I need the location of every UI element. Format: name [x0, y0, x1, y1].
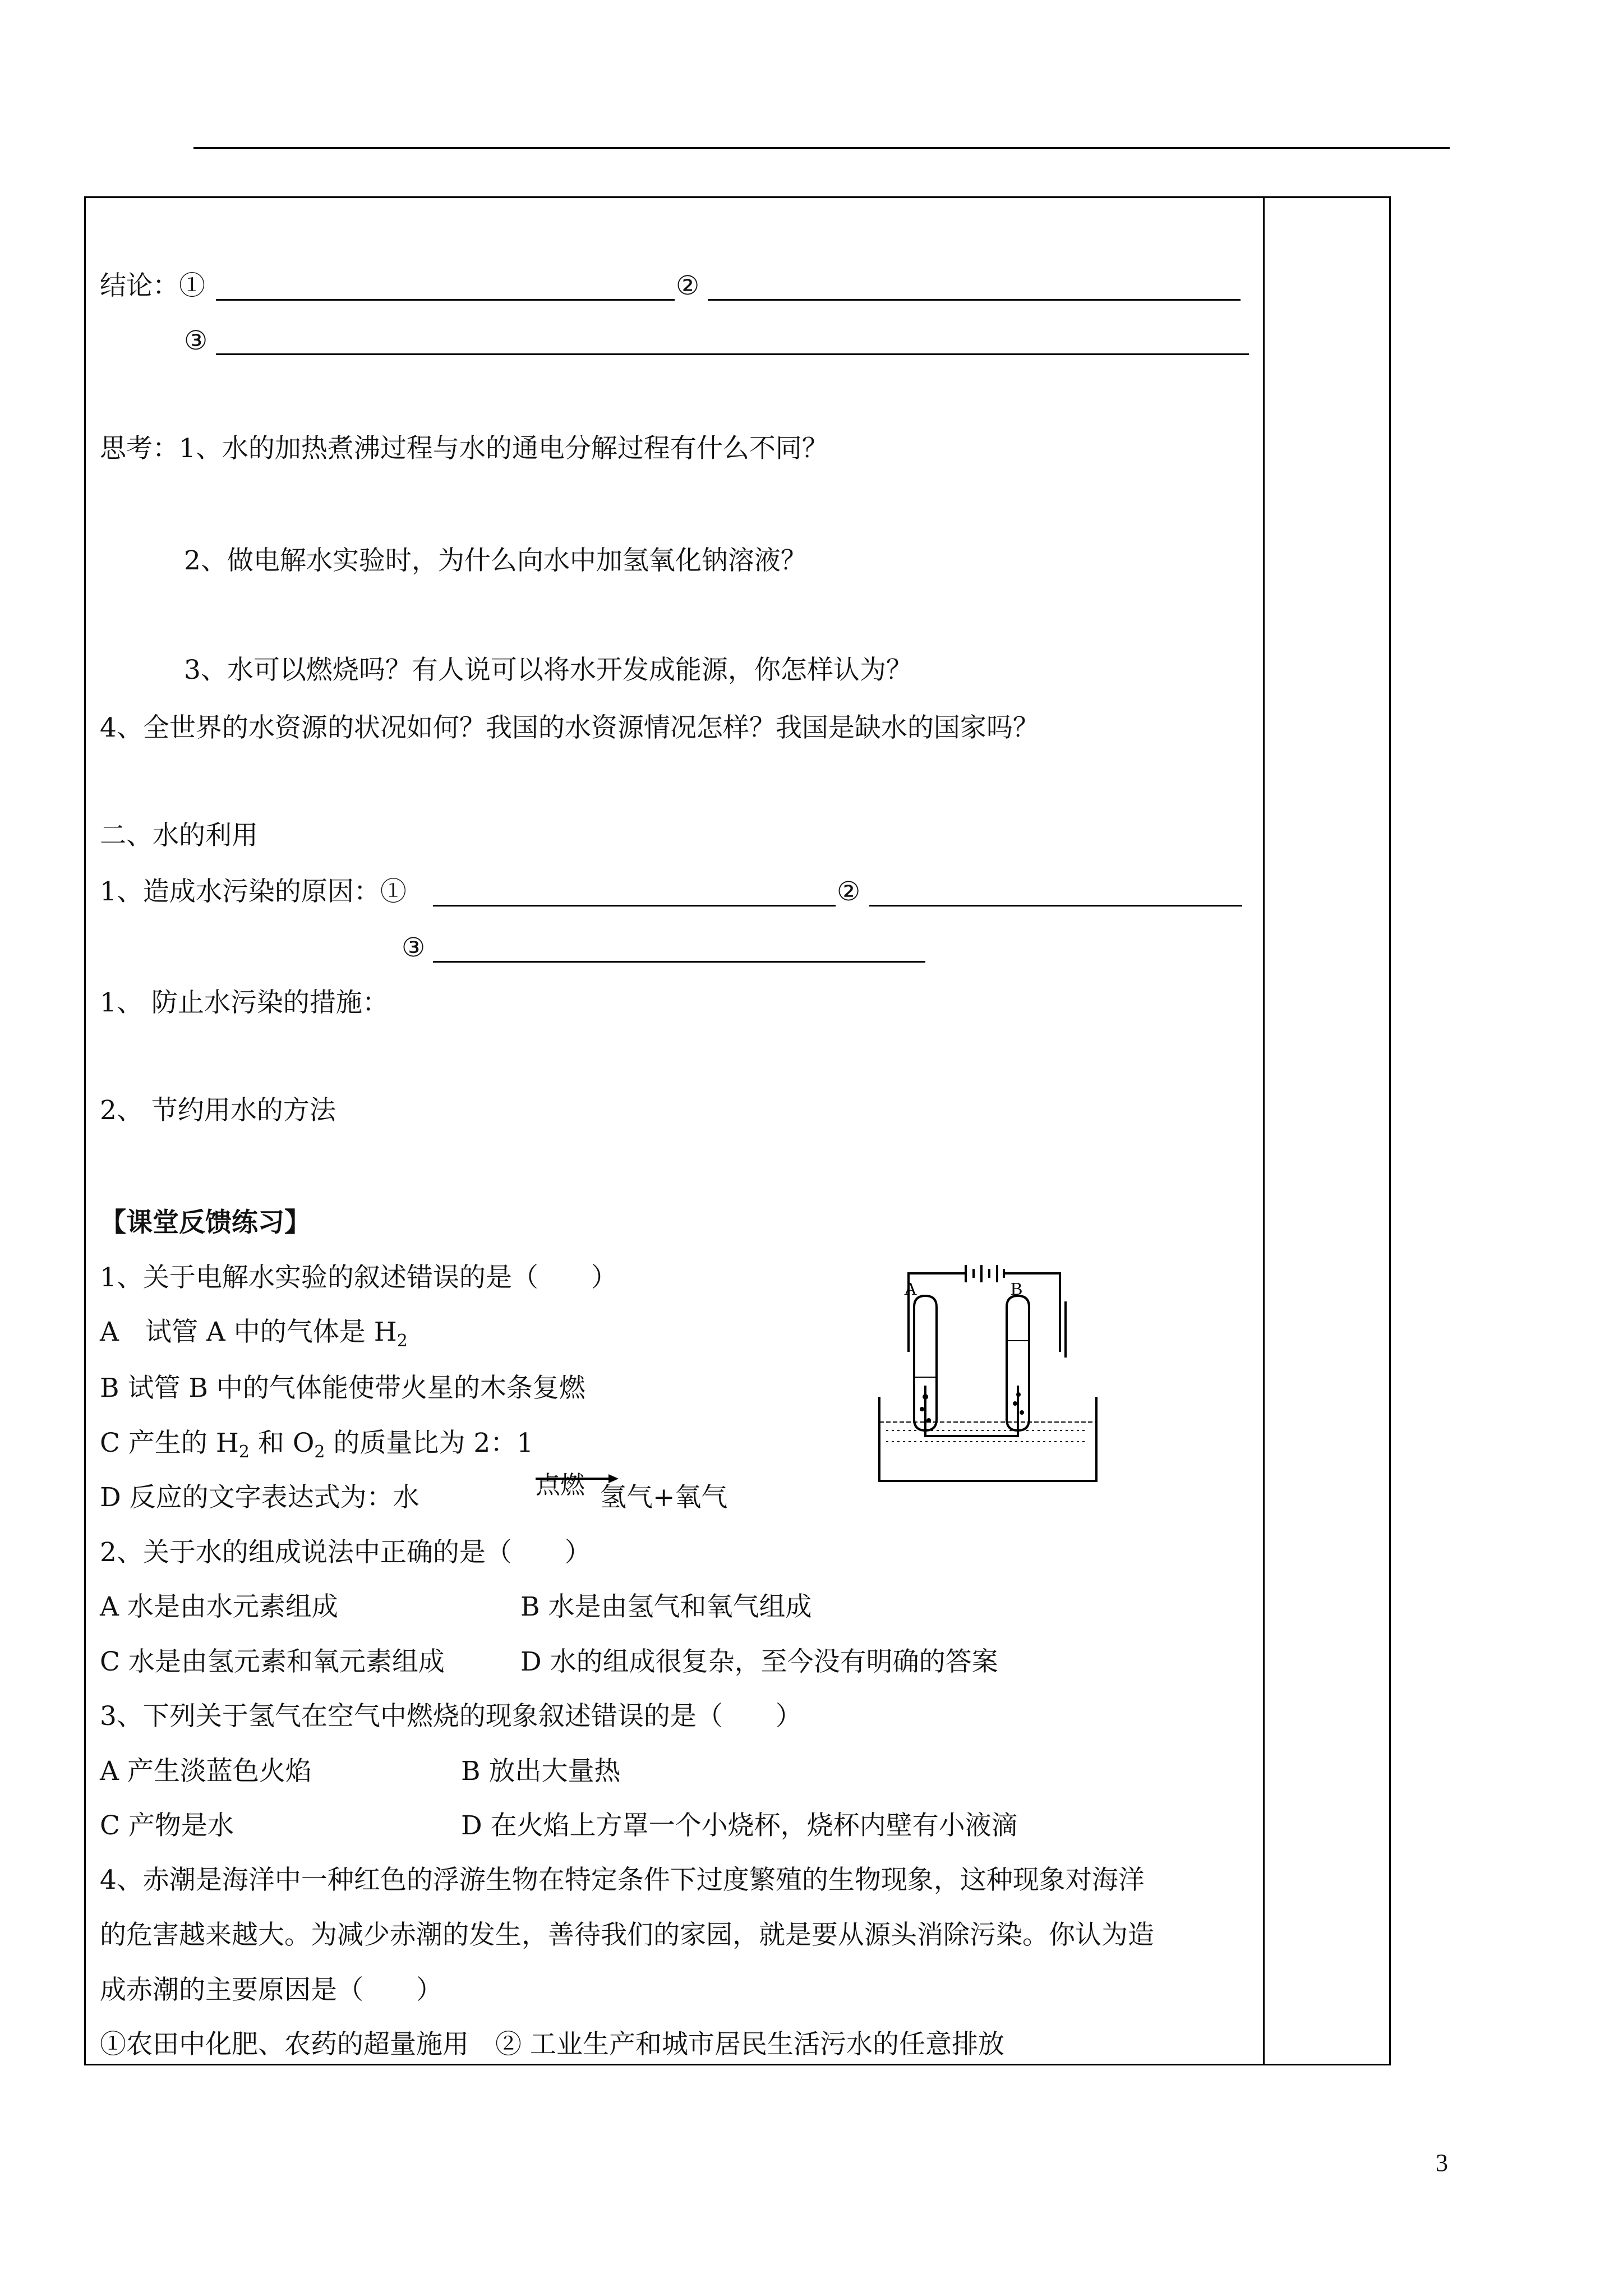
header-rule — [193, 147, 1450, 149]
page-number: 3 — [1436, 2149, 1448, 2177]
conclusion-marker-2: ② — [676, 270, 700, 301]
conclusion-label: 结论：① — [100, 270, 205, 301]
pollution-marker-3: ③ — [402, 932, 426, 963]
q3-option-d: D 在火焰上方罩一个小烧杯，烧杯内壁有小液滴 — [461, 1810, 1018, 1841]
conclusion-blank-2[interactable] — [708, 299, 1241, 301]
q1-stem: 1、关于电解水实验的叙述错误的是（ ） — [100, 1262, 617, 1293]
q1-option-d: D 反应的文字表达式为：水 — [100, 1482, 419, 1513]
think-question-2: 2、做电解水实验时，为什么向水中加氢氧化钠溶液？ — [184, 545, 807, 576]
pollution-cause-label: 1、造成水污染的原因：① — [100, 876, 407, 907]
think-question-4: 4、全世界的水资源的状况如何？我国的水资源情况怎样？我国是缺水的国家吗？ — [100, 712, 1039, 743]
q2-stem: 2、关于水的组成说法中正确的是（ ） — [100, 1537, 591, 1568]
q1-option-b: B 试管 B 中的气体能使带火星的木条复燃 — [100, 1373, 585, 1404]
q1-option-c: C 产生的 $H_2$ 和 $O_2$ 的质量比为 2：1 — [100, 1428, 534, 1462]
q3-option-a: A 产生淡蓝色火焰 — [100, 1756, 312, 1787]
q2-option-b: B 水是由氢气和氧气组成 — [520, 1591, 812, 1622]
pollution-blank-2[interactable] — [869, 905, 1242, 907]
tube-b-label: B — [1011, 1278, 1023, 1299]
pollution-marker-2: ② — [837, 876, 861, 907]
q3-option-c: C 产物是水 — [100, 1810, 234, 1841]
think-question-1: 思考：1、水的加热煮沸过程与水的通电分解过程有什么不同？ — [100, 433, 828, 464]
tube-a-label: A — [904, 1278, 917, 1299]
section-title-water-use: 二、水的利用 — [100, 820, 258, 851]
q3-option-b: B 放出大量热 — [461, 1756, 621, 1787]
q1-option-d-products: 氢气+氧气 — [600, 1482, 728, 1513]
electrolysis-apparatus-diagram — [864, 1262, 1110, 1498]
think-question-3: 3、水可以燃烧吗？有人说可以将水开发成能源，你怎样认为？ — [184, 655, 912, 685]
q4-line-3: 成赤潮的主要原因是（ ） — [100, 1975, 442, 2005]
pollution-blank-1[interactable] — [433, 905, 836, 907]
pollution-blank-3[interactable] — [433, 961, 925, 963]
q2-option-a: A 水是由水元素组成 — [100, 1591, 338, 1622]
reaction-condition-ignite: 点燃 — [536, 1471, 585, 1499]
conclusion-blank-3[interactable] — [216, 353, 1249, 355]
practice-header: 【课堂反馈练习】 — [100, 1207, 311, 1238]
q4-line-1: 4、赤潮是海洋中一种红色的浮游生物在特定条件下过度繁殖的生物现象，这种现象对海洋 — [100, 1865, 1145, 1895]
q4-line-2: 的危害越来越大。为减少赤潮的发生，善待我们的家园，就是要从源头消除污染。你认为造 — [100, 1920, 1154, 1950]
saving-label: 2、 节约用水的方法 — [100, 1095, 336, 1126]
q2-option-d: D 水的组成很复杂，至今没有明确的答案 — [520, 1646, 998, 1677]
q1-option-a: A 试管 A 中的气体是 $H_2$ — [100, 1317, 408, 1351]
conclusion-marker-3: ③ — [184, 325, 208, 356]
conclusion-blank-1[interactable] — [216, 299, 675, 301]
prevention-label: 1、 防止水污染的措施： — [100, 987, 389, 1018]
q2-option-c: C 水是由氢元素和氧元素组成 — [100, 1646, 445, 1677]
notes-column-divider — [1263, 196, 1265, 2065]
q3-stem: 3、下列关于氢气在空气中燃烧的现象叙述错误的是（ ） — [100, 1701, 802, 1732]
q4-line-4: ①农田中化肥、农药的超量施用 ② 工业生产和城市居民生活污水的任意排放 — [100, 2029, 1004, 2060]
